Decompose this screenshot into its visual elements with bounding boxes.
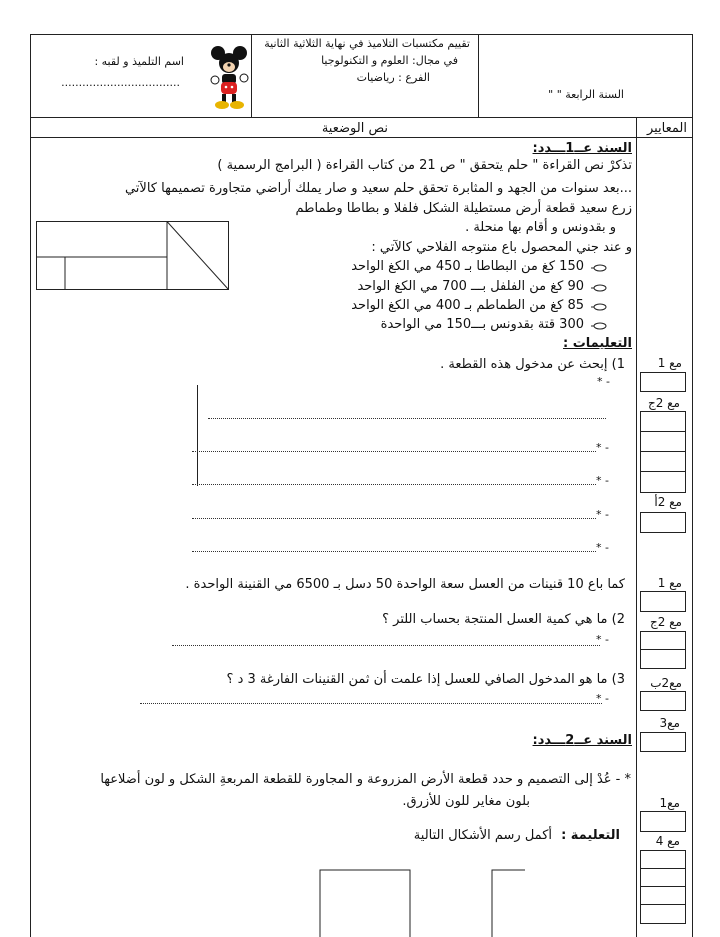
score-box[interactable] bbox=[640, 691, 686, 711]
header-divider-2 bbox=[478, 34, 479, 117]
instructions-heading: التعليمات : bbox=[563, 336, 632, 351]
criteria-label: مع3 bbox=[659, 716, 680, 730]
doc1-heading: السند عــ1ـــدد: bbox=[532, 141, 632, 156]
header-branch: الفرع : رياضيات bbox=[356, 71, 430, 84]
honey-sale-text: كما باع 10 قنينات من العسل سعة الواحدة 50 دسل بـ 6500 مي القنينة الواحدة . bbox=[185, 577, 625, 592]
doc1-line: و عند جني المحصول باع منتوجه الفلاحي كالآتي : bbox=[371, 240, 632, 255]
score-box[interactable] bbox=[640, 811, 686, 832]
student-name-label: اسم التلميذ و لقبه : bbox=[94, 55, 184, 68]
mascot-image bbox=[206, 44, 252, 112]
question-2: 2) ما هي كمية العسل المنتجة بحساب اللتر ؟ bbox=[382, 612, 625, 627]
situation-heading: نص الوضعية bbox=[321, 121, 388, 136]
criteria-label: مع 2ج bbox=[647, 396, 680, 410]
pointing-hand-icon bbox=[593, 322, 607, 330]
frame-right bbox=[692, 34, 693, 937]
criteria-label: مع2ب bbox=[650, 676, 682, 690]
answer-bullet: - * bbox=[596, 541, 609, 554]
answer-bullet: - * bbox=[596, 692, 609, 705]
header-domain: في مجال: العلوم و التكنولوجيا bbox=[321, 54, 458, 67]
header-bottom bbox=[30, 117, 693, 118]
score-box[interactable] bbox=[640, 471, 686, 493]
score-box[interactable] bbox=[640, 372, 686, 392]
score-box[interactable] bbox=[640, 451, 686, 473]
answer-line[interactable] bbox=[192, 518, 596, 519]
score-box[interactable] bbox=[640, 904, 686, 924]
pointing-hand-icon bbox=[593, 303, 607, 311]
doc1-line: زرع سعيد قطعة أرض مستطيلة الشكل فلفلا و بطاطا وطماطم bbox=[295, 201, 632, 216]
criteria-label: مع 2أ bbox=[654, 495, 682, 509]
score-box[interactable] bbox=[640, 431, 686, 453]
criteria-label: مع 2ج bbox=[649, 615, 682, 629]
doc1-line: و بقدونس و أقام بها منحلة . bbox=[465, 220, 616, 235]
answer-line[interactable] bbox=[172, 645, 600, 646]
level-label: السنة الرابعة " " bbox=[548, 88, 624, 101]
score-box[interactable] bbox=[640, 868, 686, 888]
doc2-instruction-label: التعليمة : bbox=[561, 828, 620, 843]
doc2-heading: السند عــ2ـــدد: bbox=[532, 733, 632, 748]
answer-bullet: - * bbox=[596, 633, 609, 646]
doc2-line: * - عُدْ إلى التصميم و حدد قطعة الأرض المزروعة و المجاورة للقطعة المربعةِ الشكل و لون أضلاعها bbox=[100, 772, 631, 787]
doc1-line: ...بعد سنوات من الجهد و المثابرة تحقق حلم سعيد و صار يملك أراضي متجاورة تصميمها كالآتي bbox=[124, 181, 632, 196]
land-plan-diagram bbox=[36, 221, 229, 290]
sale-item: 85 كغ من الطماطم بـ 400 مي الكغ الواحد bbox=[351, 298, 584, 313]
frame-top bbox=[30, 34, 693, 35]
criteria-divider bbox=[636, 117, 637, 937]
header-title: تقييم مكتسبات التلاميذ في نهاية الثلاثية الثانية bbox=[264, 37, 470, 50]
doc2-line: بلون مغاير للون للأزرق. bbox=[402, 794, 530, 809]
answer-line[interactable] bbox=[208, 418, 606, 419]
answer-bullet: - * bbox=[597, 375, 610, 388]
score-box[interactable] bbox=[640, 732, 686, 752]
doc2-instruction-text: أكمل رسم الأشكال التالية bbox=[413, 828, 552, 843]
colheader-bottom bbox=[30, 137, 693, 138]
answer-line[interactable] bbox=[192, 484, 596, 485]
question-3: 3) ما هو المدخول الصافي للعسل إذا علمت أن ثمن القنينات الفارغة 3 د ؟ bbox=[226, 672, 625, 687]
score-box[interactable] bbox=[640, 850, 686, 870]
pointing-hand-icon bbox=[593, 284, 607, 292]
score-box[interactable] bbox=[640, 886, 686, 906]
frame-left bbox=[30, 34, 31, 937]
pointing-hand-icon bbox=[593, 264, 607, 272]
answer-bullet: - * bbox=[596, 508, 609, 521]
answer-margin-line bbox=[197, 385, 198, 486]
doc1-line: تذكرْ نص القراءة " حلم يتحقق " ص 21 من كتاب القراءة ( البرامج الرسمية ) bbox=[217, 158, 632, 173]
answer-line[interactable] bbox=[192, 551, 596, 552]
question-1: 1) إبحث عن مدخول هذه القطعة . bbox=[440, 357, 625, 372]
sale-item: 300 قتة بقدونس بـــ150 مي الواحدة bbox=[380, 317, 584, 332]
criteria-label: مع1 bbox=[659, 796, 680, 810]
criteria-label: مع 1 bbox=[657, 576, 682, 590]
sale-item: 90 كغ من الفلفل بـــ 700 مي الكغ الواحد bbox=[357, 279, 584, 294]
criteria-heading: المعايير bbox=[646, 121, 687, 136]
score-box[interactable] bbox=[640, 631, 686, 651]
answer-bullet: - * bbox=[596, 474, 609, 487]
sale-item: 150 كغ من البطاطا بـ 450 مي الكغ الواحد bbox=[351, 259, 584, 274]
score-box[interactable] bbox=[640, 512, 686, 533]
answer-bullet: - * bbox=[596, 441, 609, 454]
incomplete-shapes[interactable] bbox=[300, 868, 540, 937]
score-box[interactable] bbox=[640, 649, 686, 669]
criteria-label: مع 1 bbox=[657, 356, 682, 370]
answer-line[interactable] bbox=[192, 451, 596, 452]
criteria-label: مع 4 bbox=[655, 834, 680, 848]
score-box[interactable] bbox=[640, 591, 686, 612]
score-box[interactable] bbox=[640, 411, 686, 433]
answer-line[interactable] bbox=[140, 703, 602, 704]
student-name-field[interactable]: .................................. bbox=[61, 76, 180, 89]
